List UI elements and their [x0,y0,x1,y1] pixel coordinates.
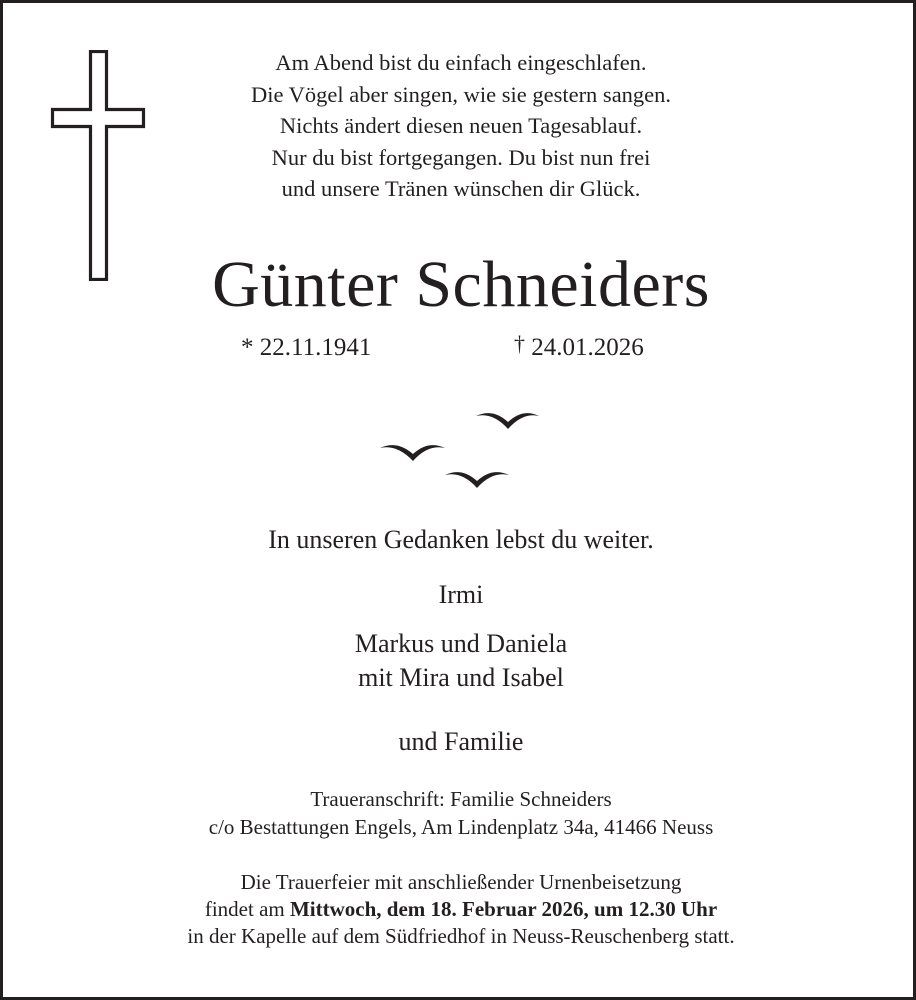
birth-date [241,331,371,365]
poem-line: Nur du bist fortgegangen. Du bist nun frei [271,144,651,170]
address-line: c/o Bestattungen Engels, Am Lindenplatz 34a, 41466 Neuss [208,815,714,839]
poem-line: Die Vögel aber singen, wie sie gestern sangen. [250,81,672,107]
poem [183,47,739,205]
ceremony-line: Die Trauerfeier mit anschließender Urnenbeisetzung [240,870,682,894]
motto: In unseren Gedanken lebst du weiter. [268,525,654,554]
death-date-value: 24.01.2026 [531,334,644,361]
birth-symbol: * [241,334,254,361]
mourner-irmi: Irmi [438,580,484,609]
ceremony-line [3,896,916,923]
death-date [514,331,644,365]
mourner-line: mit Mira und Isabel [358,663,564,692]
ceremony-line: in der Kapelle auf dem Südfriedhof in Neuss-Reuschenberg statt. [187,924,735,948]
mourner-markus-family [3,627,916,695]
poem-line: Nichts ändert diesen neuen Tagesablauf. [279,113,643,138]
mourning-address [3,785,916,841]
address-line: Traueranschrift: Familie Schneiders [310,787,612,811]
deceased-name: Günter Schneiders [212,248,710,321]
mourner-family: und Familie [398,727,524,756]
ceremony-prefix: findet am [204,897,290,921]
ceremony-datetime: Mittwoch, dem 18. Februar 2026, um 12.30 Uhr [289,897,718,921]
poem-line: Am Abend bist du einfach eingeschlafen. [275,50,647,75]
poem-line: und unsere Tränen wünschen dir Glück. [281,176,641,201]
dagger-icon: † [514,331,525,356]
ceremony-info [3,869,916,950]
birds-icon [373,401,553,491]
mourner-line: Markus und Daniela [354,629,568,658]
birth-date-value: 22.11.1941 [259,334,372,361]
